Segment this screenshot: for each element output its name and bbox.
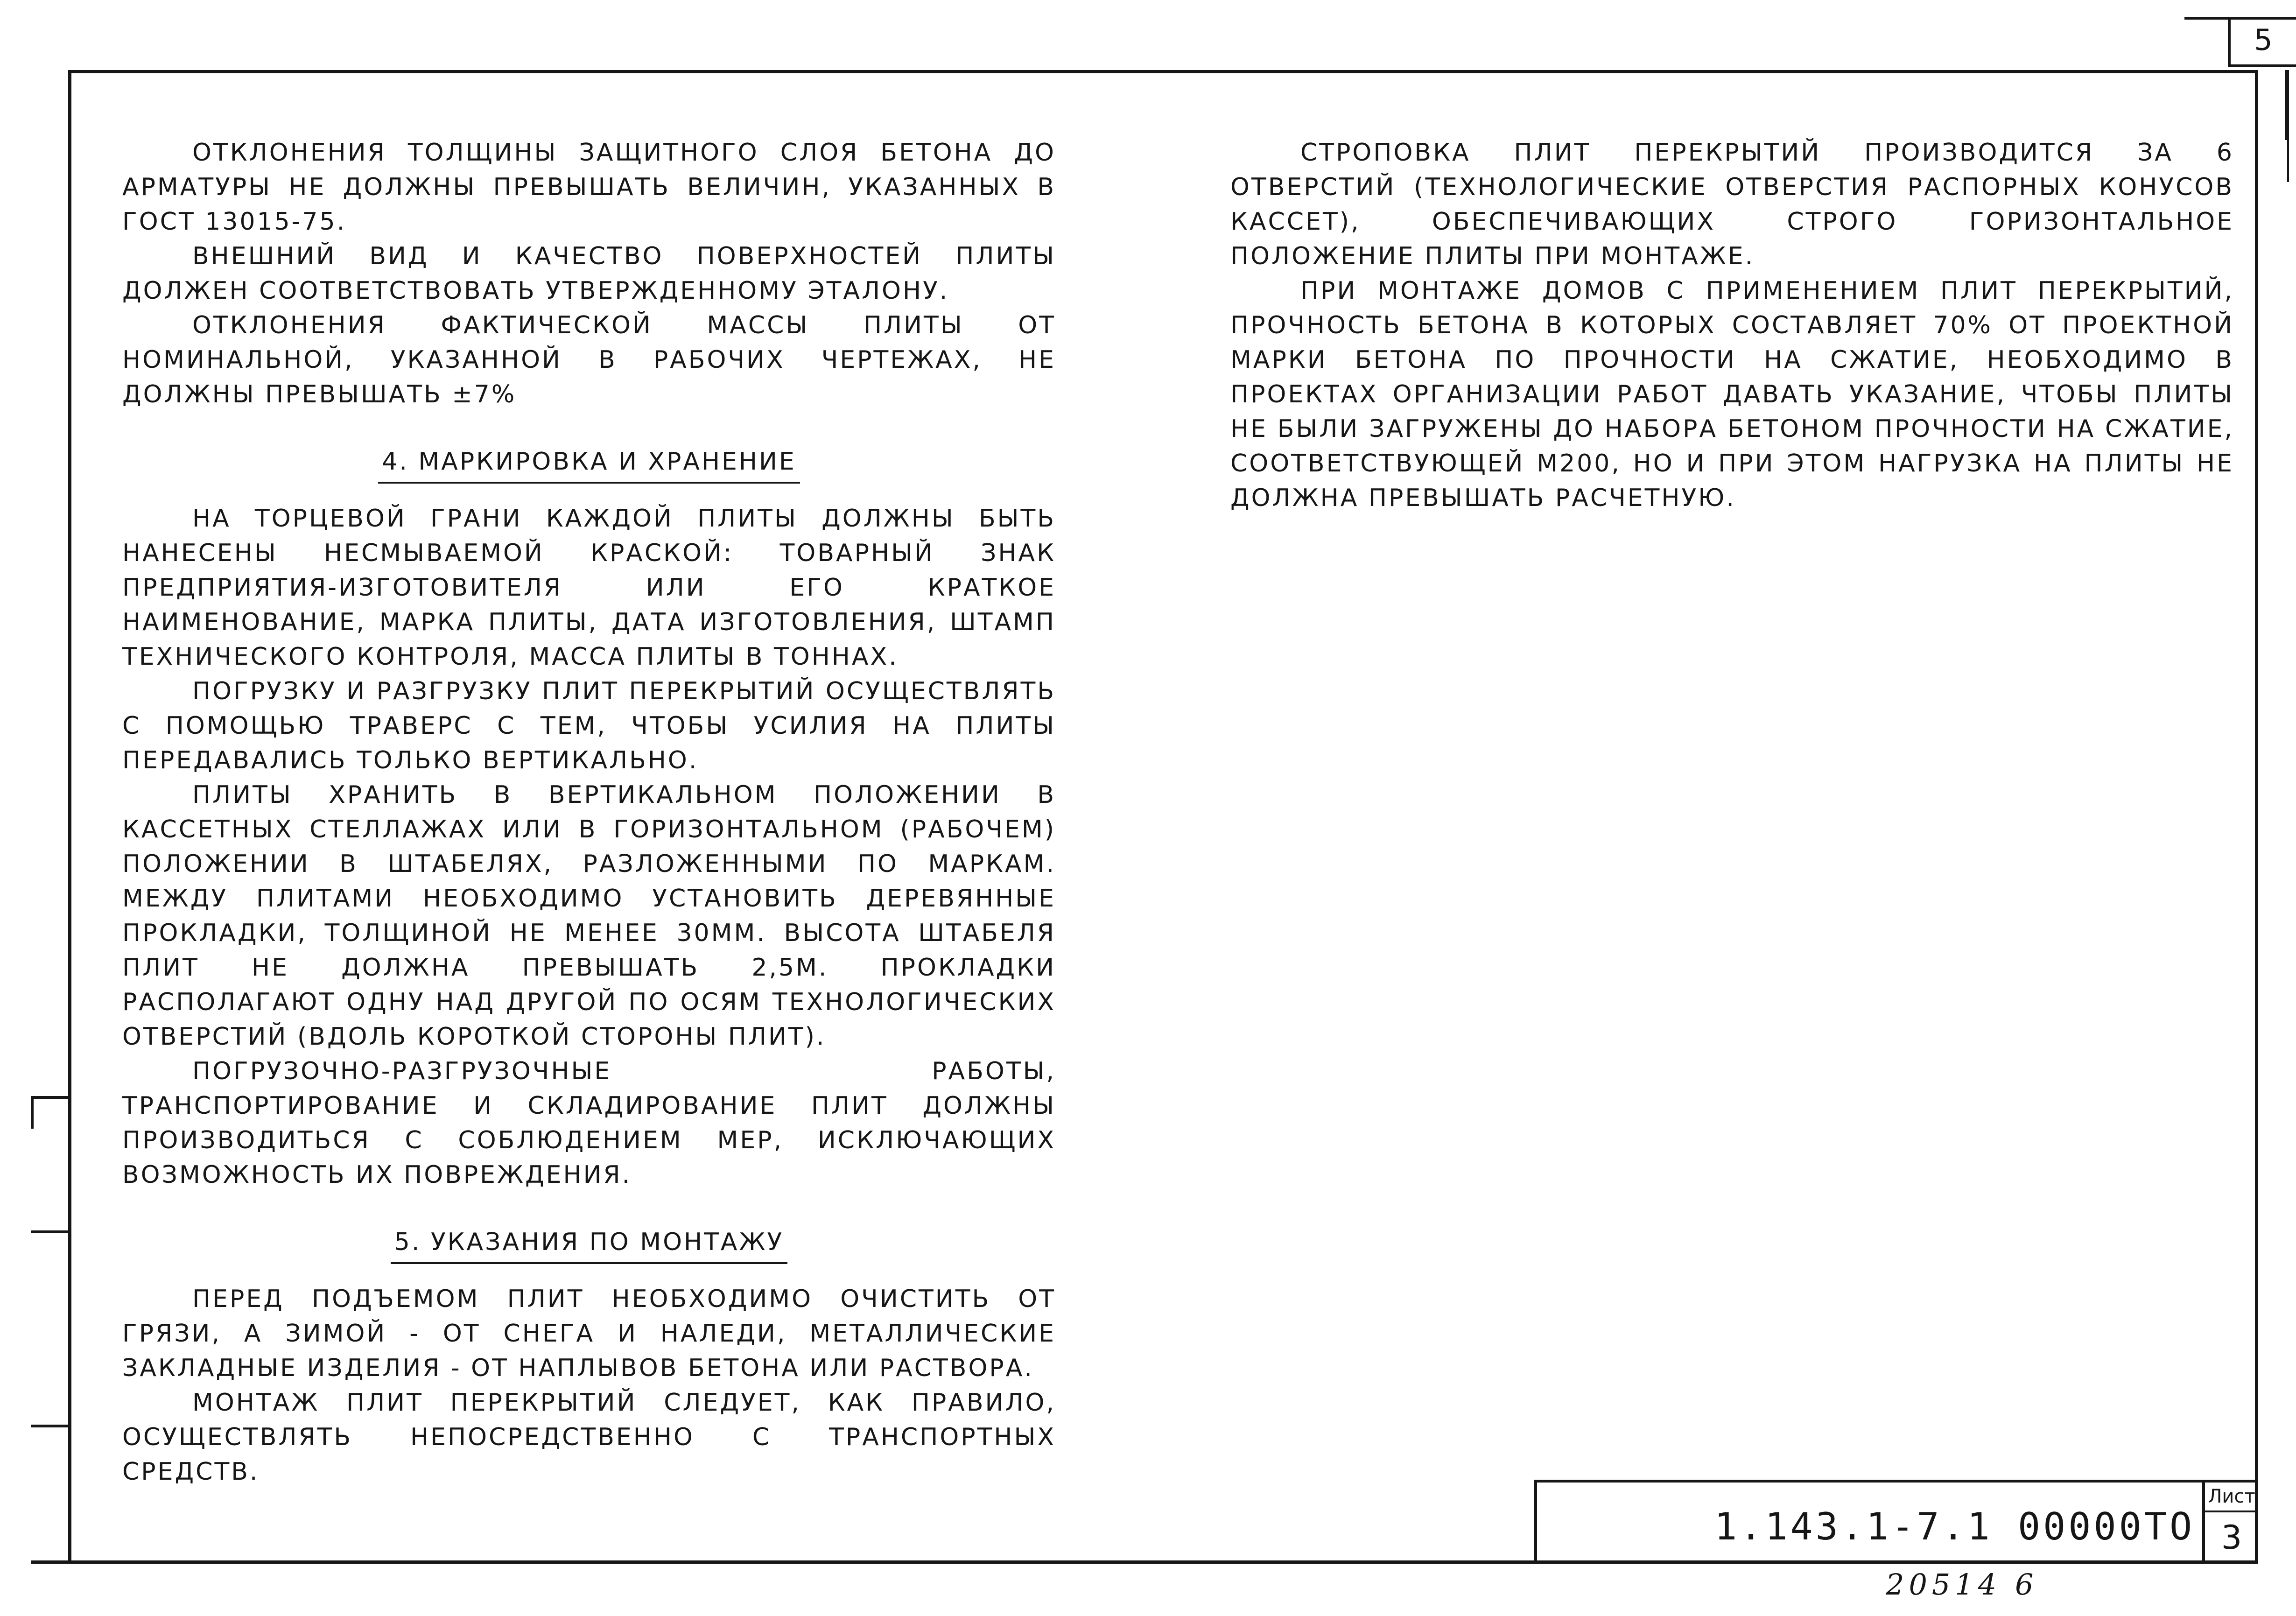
right-tick-2 [2287, 140, 2289, 182]
title-block [1534, 1480, 2258, 1564]
paragraph: ПРИ МОНТАЖЕ ДОМОВ С ПРИМЕНЕНИЕМ ПЛИТ ПЕРЕКРЫТИЙ, ПРОЧНОСТЬ БЕТОНА В КОТОРЫХ СОСТАВЛЯЕТ 70% ОТ ПРОЕКТНОЙ МАРКИ БЕТОНА ПО ПРОЧНОСТИ НА СЖАТИЕ, НЕОБХОДИМО В ПРОЕКТАХ ОРГАНИЗАЦИИ РАБОТ ДАВАТЬ УКАЗАНИЕ, ЧТОБЫ ПЛИТЫ НЕ БЫЛИ ЗАГРУЖЕНЫ ДО НАБОРА БЕТОНОМ ПРОЧНОСТИ НА СЖАТИЕ, СООТВЕТСТВУЮЩЕЙ М200, НО И ПРИ ЭТОМ НАГРУЗКА НА ПЛИТЫ НЕ ДОЛЖНА ПРЕВЫШАТЬ РАСЧЕТНУЮ. [1230, 277, 2234, 512]
sheet-label: Лист [2205, 1483, 2258, 1512]
left-text-column [122, 135, 1056, 1489]
binding-mark-1 [31, 1096, 68, 1099]
section-5-heading [122, 1225, 1056, 1264]
sheet-number: 3 [2221, 1518, 2242, 1557]
paragraph: ОТКЛОНЕНИЯ ФАКТИЧЕСКОЙ МАССЫ ПЛИТЫ ОТ НОМИНАЛЬНОЙ, УКАЗАННОЙ В РАБОЧИХ ЧЕРТЕЖАХ, НЕ ДОЛЖНЫ ПРЕВЫШАТЬ ±7% [122, 311, 1056, 408]
paragraph: СТРОПОВКА ПЛИТ ПЕРЕКРЫТИЙ ПРОИЗВОДИТСЯ ЗА 6 ОТВЕРСТИЙ (ТЕХНОЛОГИЧЕСКИЕ ОТВЕРСТИЯ РАСПОРНЫХ КОНУСОВ КАССЕТ), ОБЕСПЕЧИВАЮЩИХ СТРОГО ГОРИЗОНТАЛЬНОЕ ПОЛОЖЕНИЕ ПЛИТЫ ПРИ МОНТАЖЕ. [1230, 139, 2234, 270]
section-4-heading [122, 444, 1056, 484]
binding-mark-1-tail [31, 1096, 34, 1129]
paragraph: ПЛИТЫ ХРАНИТЬ В ВЕРТИКАЛЬНОМ ПОЛОЖЕНИИ В КАССЕТНЫХ СТЕЛЛАЖАХ ИЛИ В ГОРИЗОНТАЛЬНОМ (РАБОЧЕМ) ПОЛОЖЕНИИ В ШТАБЕЛЯХ, РАЗЛОЖЕННЫМИ ПО МАРКАМ. МЕЖДУ ПЛИТАМИ НЕОБХОДИМО УСТАНОВИТЬ ДЕРЕВЯННЫЕ ПРОКЛАДКИ, ТОЛЩИНОЙ НЕ МЕНЕЕ 30ММ. ВЫСОТА ШТАБЕЛЯ ПЛИТ НЕ ДОЛЖНА ПРЕВЫШАТЬ 2,5М. ПРОКЛАДКИ РАСПОЛАГАЮТ ОДНУ НАД ДРУГОЙ ПО ОСЯМ ТЕХНОЛОГИЧЕСКИХ ОТВЕРСТИЙ (ВДОЛЬ КОРОТКОЙ СТОРОНЫ ПЛИТ). [122, 781, 1056, 1051]
paragraph: ПОГРУЗОЧНО-РАЗГРУЗОЧНЫЕ РАБОТЫ, ТРАНСПОРТИРОВАНИЕ И СКЛАДИРОВАНИЕ ПЛИТ ДОЛЖНЫ ПРОИЗВОДИТЬСЯ С СОБЛЮДЕНИЕМ МЕР, ИСКЛЮЧАЮЩИХ ВОЗМОЖНОСТЬ ИХ ПОВРЕЖДЕНИЯ. [122, 1057, 1056, 1189]
section-4-title: 4. МАРКИРОВКА И ХРАНЕНИЕ [378, 444, 800, 484]
paragraph: ПЕРЕД ПОДЪЕМОМ ПЛИТ НЕОБХОДИМО ОЧИСТИТЬ ОТ ГРЯЗИ, А ЗИМОЙ - ОТ СНЕГА И НАЛЕДИ, МЕТАЛЛИЧЕСКИЕ ЗАКЛАДНЫЕ ИЗДЕЛИЯ - ОТ НАПЛЫВОВ БЕТОНА ИЛИ РАСТВОРА. [122, 1285, 1056, 1382]
inventory-note: 20514 6 [1886, 1567, 2038, 1602]
sheet-cell [2202, 1483, 2258, 1564]
paragraph: ВНЕШНИЙ ВИД И КАЧЕСТВО ПОВЕРХНОСТЕЙ ПЛИТЫ ДОЛЖЕН СООТВЕТСТВОВАТЬ УТВЕРЖДЕННОМУ ЭТАЛОНУ. [122, 242, 1056, 305]
right-tick-1 [2285, 70, 2289, 140]
page-number: 5 [2228, 17, 2296, 67]
binding-mark-2 [31, 1230, 68, 1233]
paragraph: ОТКЛОНЕНИЯ ТОЛЩИНЫ ЗАЩИТНОГО СЛОЯ БЕТОНА ДО АРМАТУРЫ НЕ ДОЛЖНЫ ПРЕВЫШАТЬ ВЕЛИЧИН, УКАЗАННЫХ В ГОСТ 13015-75. [122, 139, 1056, 236]
paragraph: ПОГРУЗКУ И РАЗГРУЗКУ ПЛИТ ПЕРЕКРЫТИЙ ОСУЩЕСТВЛЯТЬ С ПОМОЩЬЮ ТРАВЕРС С ТЕМ, ЧТОБЫ УСИЛИЯ НА ПЛИТЫ ПЕРЕДАВАЛИСЬ ТОЛЬКО ВЕРТИКАЛЬНО. [122, 677, 1056, 774]
paragraph: МОНТАЖ ПЛИТ ПЕРЕКРЫТИЙ СЛЕДУЕТ, КАК ПРАВИЛО, ОСУЩЕСТВЛЯТЬ НЕПОСРЕДСТВЕННО С ТРАНСПОРТНЫХ СРЕДСТВ. [122, 1389, 1056, 1486]
binding-mark-3 [31, 1425, 68, 1427]
right-text-column [1230, 135, 2234, 515]
paragraph: НА ТОРЦЕВОЙ ГРАНИ КАЖДОЙ ПЛИТЫ ДОЛЖНЫ БЫТЬ НАНЕСЕНЫ НЕСМЫВАЕМОЙ КРАСКОЙ: ТОВАРНЫЙ ЗНАК ПРЕДПРИЯТИЯ-ИЗГОТОВИТЕЛЯ ИЛИ ЕГО КРАТКОЕ НАИМЕНОВАНИЕ, МАРКА ПЛИТЫ, ДАТА ИЗГОТОВЛЕНИЯ, ШТАМП ТЕХНИЧЕСКОГО КОНТРОЛЯ, МАССА ПЛИТЫ В ТОННАХ. [122, 505, 1056, 671]
section-5-title: 5. УКАЗАНИЯ ПО МОНТАЖУ [391, 1225, 787, 1264]
document-code: 1.143.1-7.1 00000ТО [1714, 1505, 2195, 1548]
